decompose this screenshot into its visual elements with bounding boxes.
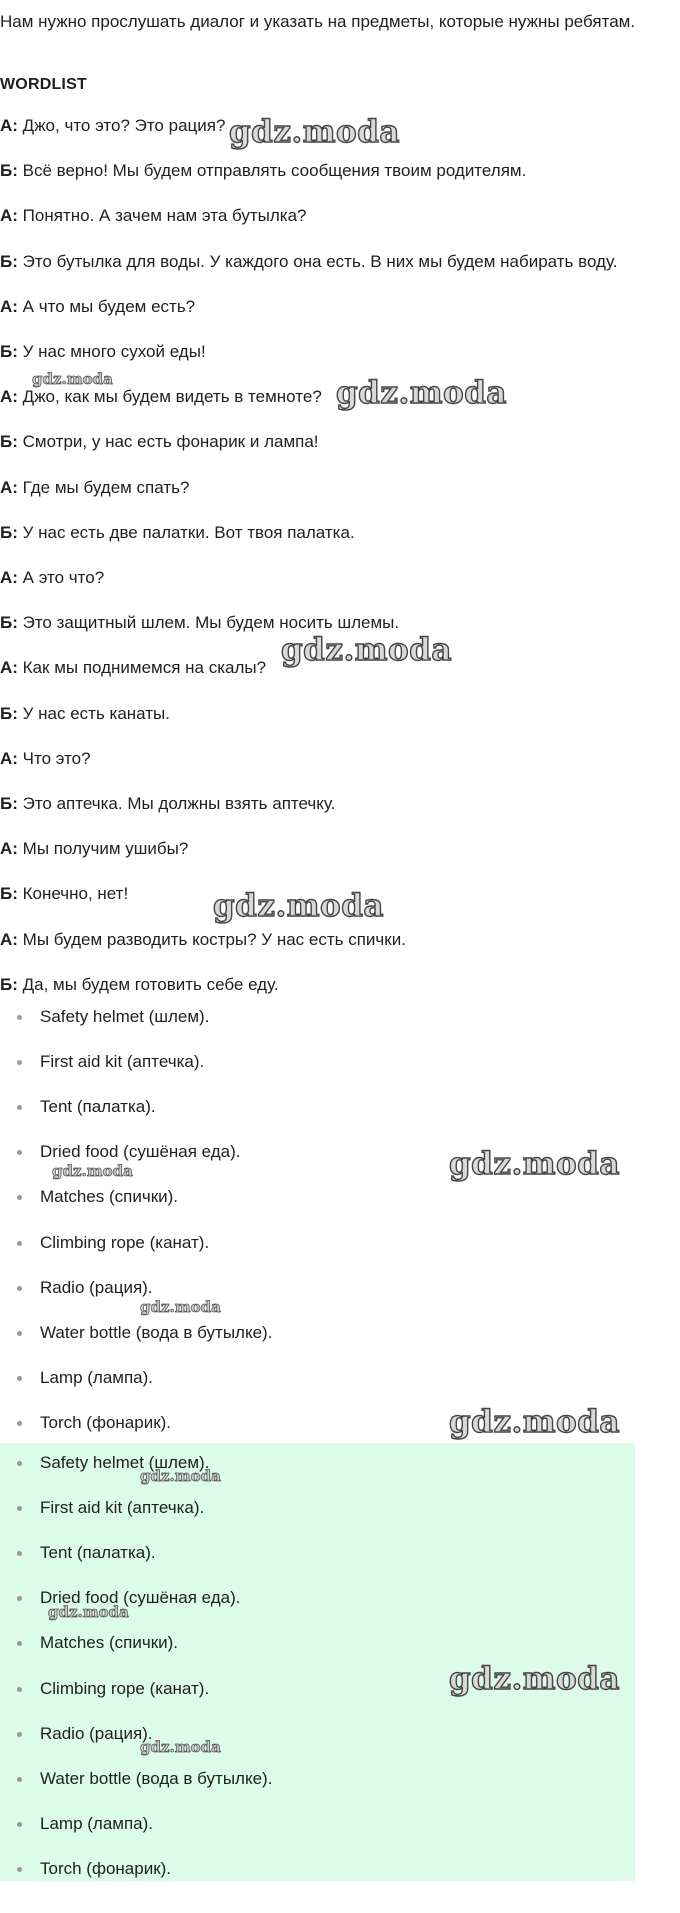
dialog-text: А это что? bbox=[17, 568, 105, 587]
bullet-icon bbox=[17, 1777, 22, 1782]
bullet-icon bbox=[17, 1195, 22, 1200]
dialog-text: Мы будем разводить костры? У нас есть спички. bbox=[17, 930, 406, 949]
task-intro: Нам нужно прослушать диалог и указать на предметы, которые нужны ребятам. bbox=[0, 12, 636, 31]
speaker-label: Б: bbox=[0, 342, 18, 361]
list-item-text: Water bottle (вода в бутылке). bbox=[40, 1769, 273, 1788]
watermark-logo-small: gdz.moda bbox=[32, 370, 113, 388]
watermark-logo: gdz.moda bbox=[449, 1661, 620, 1697]
dialog-text: Всё верно! Мы будем отправлять сообщения твоим родителям. bbox=[17, 161, 527, 180]
speaker-label: А: bbox=[0, 749, 18, 768]
list-item-text: Torch (фонарик). bbox=[40, 1413, 172, 1432]
dialog-line bbox=[0, 658, 266, 678]
dialog-text: Это защитный шлем. Мы будем носить шлемы. bbox=[17, 613, 400, 632]
dialog-line bbox=[0, 523, 355, 543]
bullet-icon bbox=[17, 1241, 22, 1246]
speaker-label: А: bbox=[0, 568, 18, 587]
bullet-icon bbox=[17, 1506, 22, 1511]
speaker-label: А: bbox=[0, 930, 18, 949]
list-item-text: Lamp (лампа). bbox=[40, 1814, 154, 1833]
bullet-icon bbox=[17, 1641, 22, 1646]
list-item-text: Climbing rope (канат). bbox=[40, 1233, 210, 1252]
dialog-line bbox=[0, 432, 319, 452]
dialog-text: А что мы будем есть? bbox=[17, 297, 196, 316]
dialog-line bbox=[0, 613, 399, 633]
bullet-icon bbox=[17, 1596, 22, 1601]
list-item-text: First aid kit (аптечка). bbox=[40, 1498, 205, 1517]
dialog-line bbox=[0, 116, 225, 136]
dialog-text: У нас есть две палатки. Вот твоя палатка. bbox=[17, 523, 355, 542]
watermark-logo: gdz.moda bbox=[213, 888, 384, 924]
dialog-line bbox=[0, 387, 322, 407]
dialog-line bbox=[0, 342, 206, 362]
dialog-text: Джо, как мы будем видеть в темноте? bbox=[17, 387, 322, 406]
bullet-icon bbox=[17, 1461, 22, 1466]
watermark-logo: gdz.moda bbox=[449, 1404, 620, 1440]
bullet-icon bbox=[17, 1687, 22, 1692]
watermark-logo-small: gdz.moda bbox=[140, 1298, 221, 1316]
speaker-label: Б: bbox=[0, 523, 18, 542]
bullet-icon bbox=[17, 1060, 22, 1065]
dialog-text: У нас есть канаты. bbox=[17, 704, 170, 723]
list-item-text: Matches (спички). bbox=[40, 1633, 179, 1652]
dialog-text: Конечно, нет! bbox=[17, 884, 129, 903]
speaker-label: Б: bbox=[0, 161, 18, 180]
speaker-label: Б: bbox=[0, 252, 18, 271]
dialog-line bbox=[0, 206, 307, 226]
dialog-line bbox=[0, 749, 91, 769]
watermark-logo-small: gdz.moda bbox=[140, 1738, 221, 1756]
bullet-icon bbox=[17, 1421, 22, 1426]
speaker-label: А: bbox=[0, 206, 18, 225]
bullet-icon bbox=[17, 1867, 22, 1872]
dialog-line bbox=[0, 884, 128, 904]
list-item-text: Radio (рация). bbox=[40, 1278, 153, 1297]
bullet-icon bbox=[17, 1150, 22, 1155]
watermark-logo: gdz.moda bbox=[229, 114, 400, 150]
bullet-icon bbox=[17, 1286, 22, 1291]
list-item-text: Tent (палатка). bbox=[40, 1097, 156, 1116]
dialog-line bbox=[0, 478, 189, 498]
speaker-label: Б: bbox=[0, 432, 18, 451]
speaker-label: А: bbox=[0, 478, 18, 497]
speaker-label: А: bbox=[0, 297, 18, 316]
dialog-text: Понятно. А зачем нам эта бутылка? bbox=[17, 206, 307, 225]
dialog-text: Джо, что это? Это рация? bbox=[17, 116, 226, 135]
dialog-line bbox=[0, 252, 617, 272]
watermark-logo-small: gdz.moda bbox=[48, 1603, 129, 1621]
watermark-logo-small: gdz.moda bbox=[140, 1467, 221, 1485]
bullet-icon bbox=[17, 1822, 22, 1827]
list-item-text: Radio (рация). bbox=[40, 1724, 153, 1743]
dialog-text: Это аптечка. Мы должны взять аптечку. bbox=[17, 794, 336, 813]
dialog-text: У нас много сухой еды! bbox=[17, 342, 206, 361]
speaker-label: А: bbox=[0, 116, 18, 135]
bullet-icon bbox=[17, 1551, 22, 1556]
speaker-label: Б: bbox=[0, 884, 18, 903]
dialog-line bbox=[0, 975, 279, 995]
dialog-line bbox=[0, 161, 526, 181]
list-item-text: Safety helmet (шлем). bbox=[40, 1007, 210, 1026]
speaker-label: А: bbox=[0, 658, 18, 677]
bullet-icon bbox=[17, 1331, 22, 1336]
dialog-line bbox=[0, 794, 335, 814]
dialog-text: Это бутылка для воды. У каждого она есть. В них мы будем набирать воду. bbox=[17, 252, 618, 271]
list-item-text: Water bottle (вода в бутылке). bbox=[40, 1323, 273, 1342]
dialog-line bbox=[0, 568, 104, 588]
bullet-icon bbox=[17, 1015, 22, 1020]
dialog-text: Смотри, у нас есть фонарик и лампа! bbox=[17, 432, 319, 451]
list-item-text: Safety helmet (шлем). bbox=[40, 1453, 210, 1472]
dialog-text: Мы получим ушибы? bbox=[17, 839, 189, 858]
dialog-text: Где мы будем спать? bbox=[17, 478, 190, 497]
speaker-label: Б: bbox=[0, 704, 18, 723]
watermark-logo: gdz.moda bbox=[281, 632, 452, 668]
list-item-text: First aid kit (аптечка). bbox=[40, 1052, 205, 1071]
list-item-text: Dried food (сушёная еда). bbox=[40, 1142, 241, 1161]
bullet-icon bbox=[17, 1376, 22, 1381]
watermark-logo: gdz.moda bbox=[336, 375, 507, 411]
list-item-text: Climbing rope (канат). bbox=[40, 1679, 210, 1698]
bullet-icon bbox=[17, 1732, 22, 1737]
list-item-text: Lamp (лампа). bbox=[40, 1368, 154, 1387]
dialog-line bbox=[0, 930, 406, 950]
wordlist-heading: WORDLIST bbox=[0, 76, 87, 93]
bullet-icon bbox=[17, 1105, 22, 1110]
list-item-text: Dried food (сушёная еда). bbox=[40, 1588, 241, 1607]
list-item-text: Tent (палатка). bbox=[40, 1543, 156, 1562]
dialog-text: Как мы поднимемся на скалы? bbox=[17, 658, 267, 677]
speaker-label: Б: bbox=[0, 613, 18, 632]
watermark-logo-small: gdz.moda bbox=[52, 1162, 133, 1180]
dialog-line bbox=[0, 297, 195, 317]
watermark-logo: gdz.moda bbox=[449, 1146, 620, 1182]
speaker-label: Б: bbox=[0, 975, 18, 994]
speaker-label: Б: bbox=[0, 794, 18, 813]
list-item-text: Matches (спички). bbox=[40, 1187, 179, 1206]
dialog-line bbox=[0, 839, 188, 859]
list-item-text: Torch (фонарик). bbox=[40, 1859, 172, 1878]
speaker-label: А: bbox=[0, 839, 18, 858]
dialog-text: Что это? bbox=[17, 749, 91, 768]
dialog-text: Да, мы будем готовить себе еду. bbox=[17, 975, 279, 994]
speaker-label: А: bbox=[0, 387, 18, 406]
dialog-line bbox=[0, 704, 170, 724]
